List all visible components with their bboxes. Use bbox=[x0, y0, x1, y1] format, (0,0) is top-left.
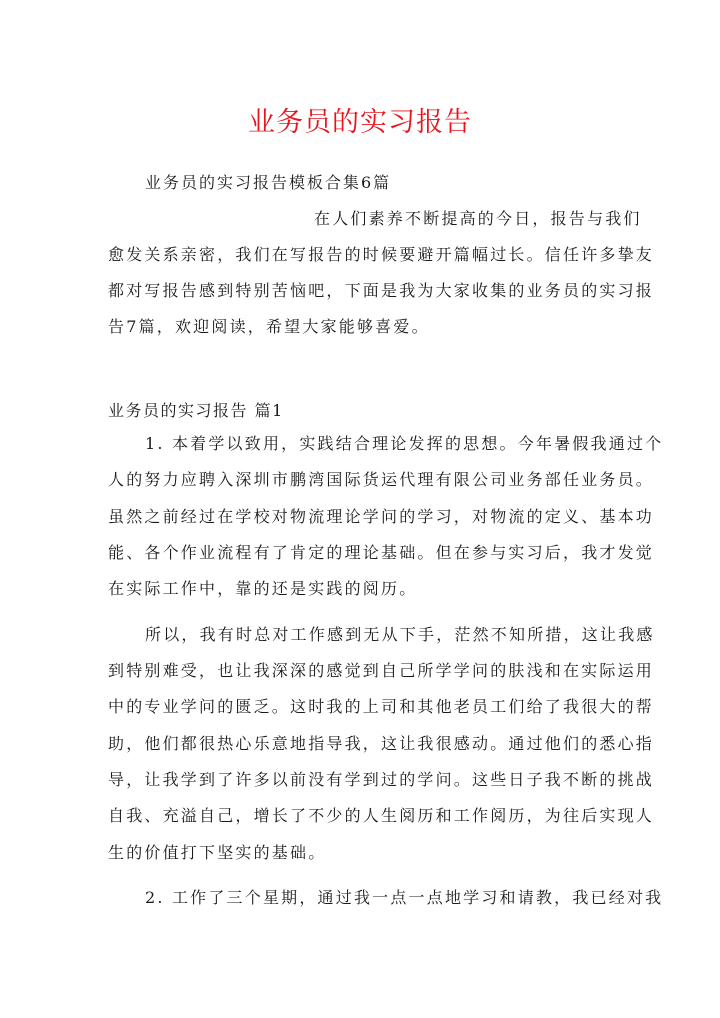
document-subtitle: 业务员的实习报告模板合集6篇 bbox=[145, 173, 392, 192]
document-title: 业务员的实习报告 bbox=[248, 107, 472, 138]
intro-line: 都对写报告感到特别苦恼吧，下面是我为大家收集的业务员的实习报 bbox=[108, 281, 655, 300]
paragraph-line: 在实际工作中，靠的还是实践的阅历。 bbox=[108, 579, 418, 598]
paragraph-line: 到特别难受，也让我深深的感觉到自己所学学问的肤浅和在实际运用 bbox=[108, 661, 655, 680]
section-heading: 业务员的实习报告 篇1 bbox=[108, 401, 284, 420]
intro-line: 愈发关系亲密，我们在写报告的时候要避开篇幅过长。信任许多挚友 bbox=[108, 245, 655, 264]
paragraph-line: 自我、充溢自己，增长了不少的人生阅历和工作阅历，为往后实现人 bbox=[108, 806, 655, 825]
paragraph-line: 1. 本着学以致用，实践结合理论发挥的思想。今年暑假我通过个 bbox=[145, 434, 664, 453]
paragraph-line: 2. 工作了三个星期，通过我一点一点地学习和请教，我已经对我 bbox=[145, 888, 664, 907]
paragraph-line: 虽然之前经过在学校对物流理论学问的学习，对物流的定义、基本功 bbox=[108, 507, 655, 526]
paragraph-line: 助，他们都很热心乐意地指导我，这让我很感动。通过他们的悉心指 bbox=[108, 734, 655, 753]
paragraph-line: 人的努力应聘入深圳市鹏湾国际货运代理有限公司业务部任业务员。 bbox=[108, 470, 655, 489]
paragraph-line: 所以，我有时总对工作感到无从下手，茫然不知所措，这让我感 bbox=[145, 625, 655, 644]
paragraph-line: 能、各个作业流程有了肯定的理论基础。但在参与实习后，我才发觉 bbox=[108, 543, 655, 562]
paragraph-line: 生的价值打下坚实的基础。 bbox=[108, 843, 327, 862]
intro-line: 在人们素养不断提高的今日，报告与我们 bbox=[314, 209, 642, 228]
paragraph-line: 中的专业学问的匮乏。这时我的上司和其他老员工们给了我很大的帮 bbox=[108, 697, 655, 716]
paragraph-line: 导，让我学到了许多以前没有学到过的学问。这些日子我不断的挑战 bbox=[108, 770, 655, 789]
intro-line: 告7篇，欢迎阅读，希望大家能够喜爱。 bbox=[108, 317, 430, 336]
